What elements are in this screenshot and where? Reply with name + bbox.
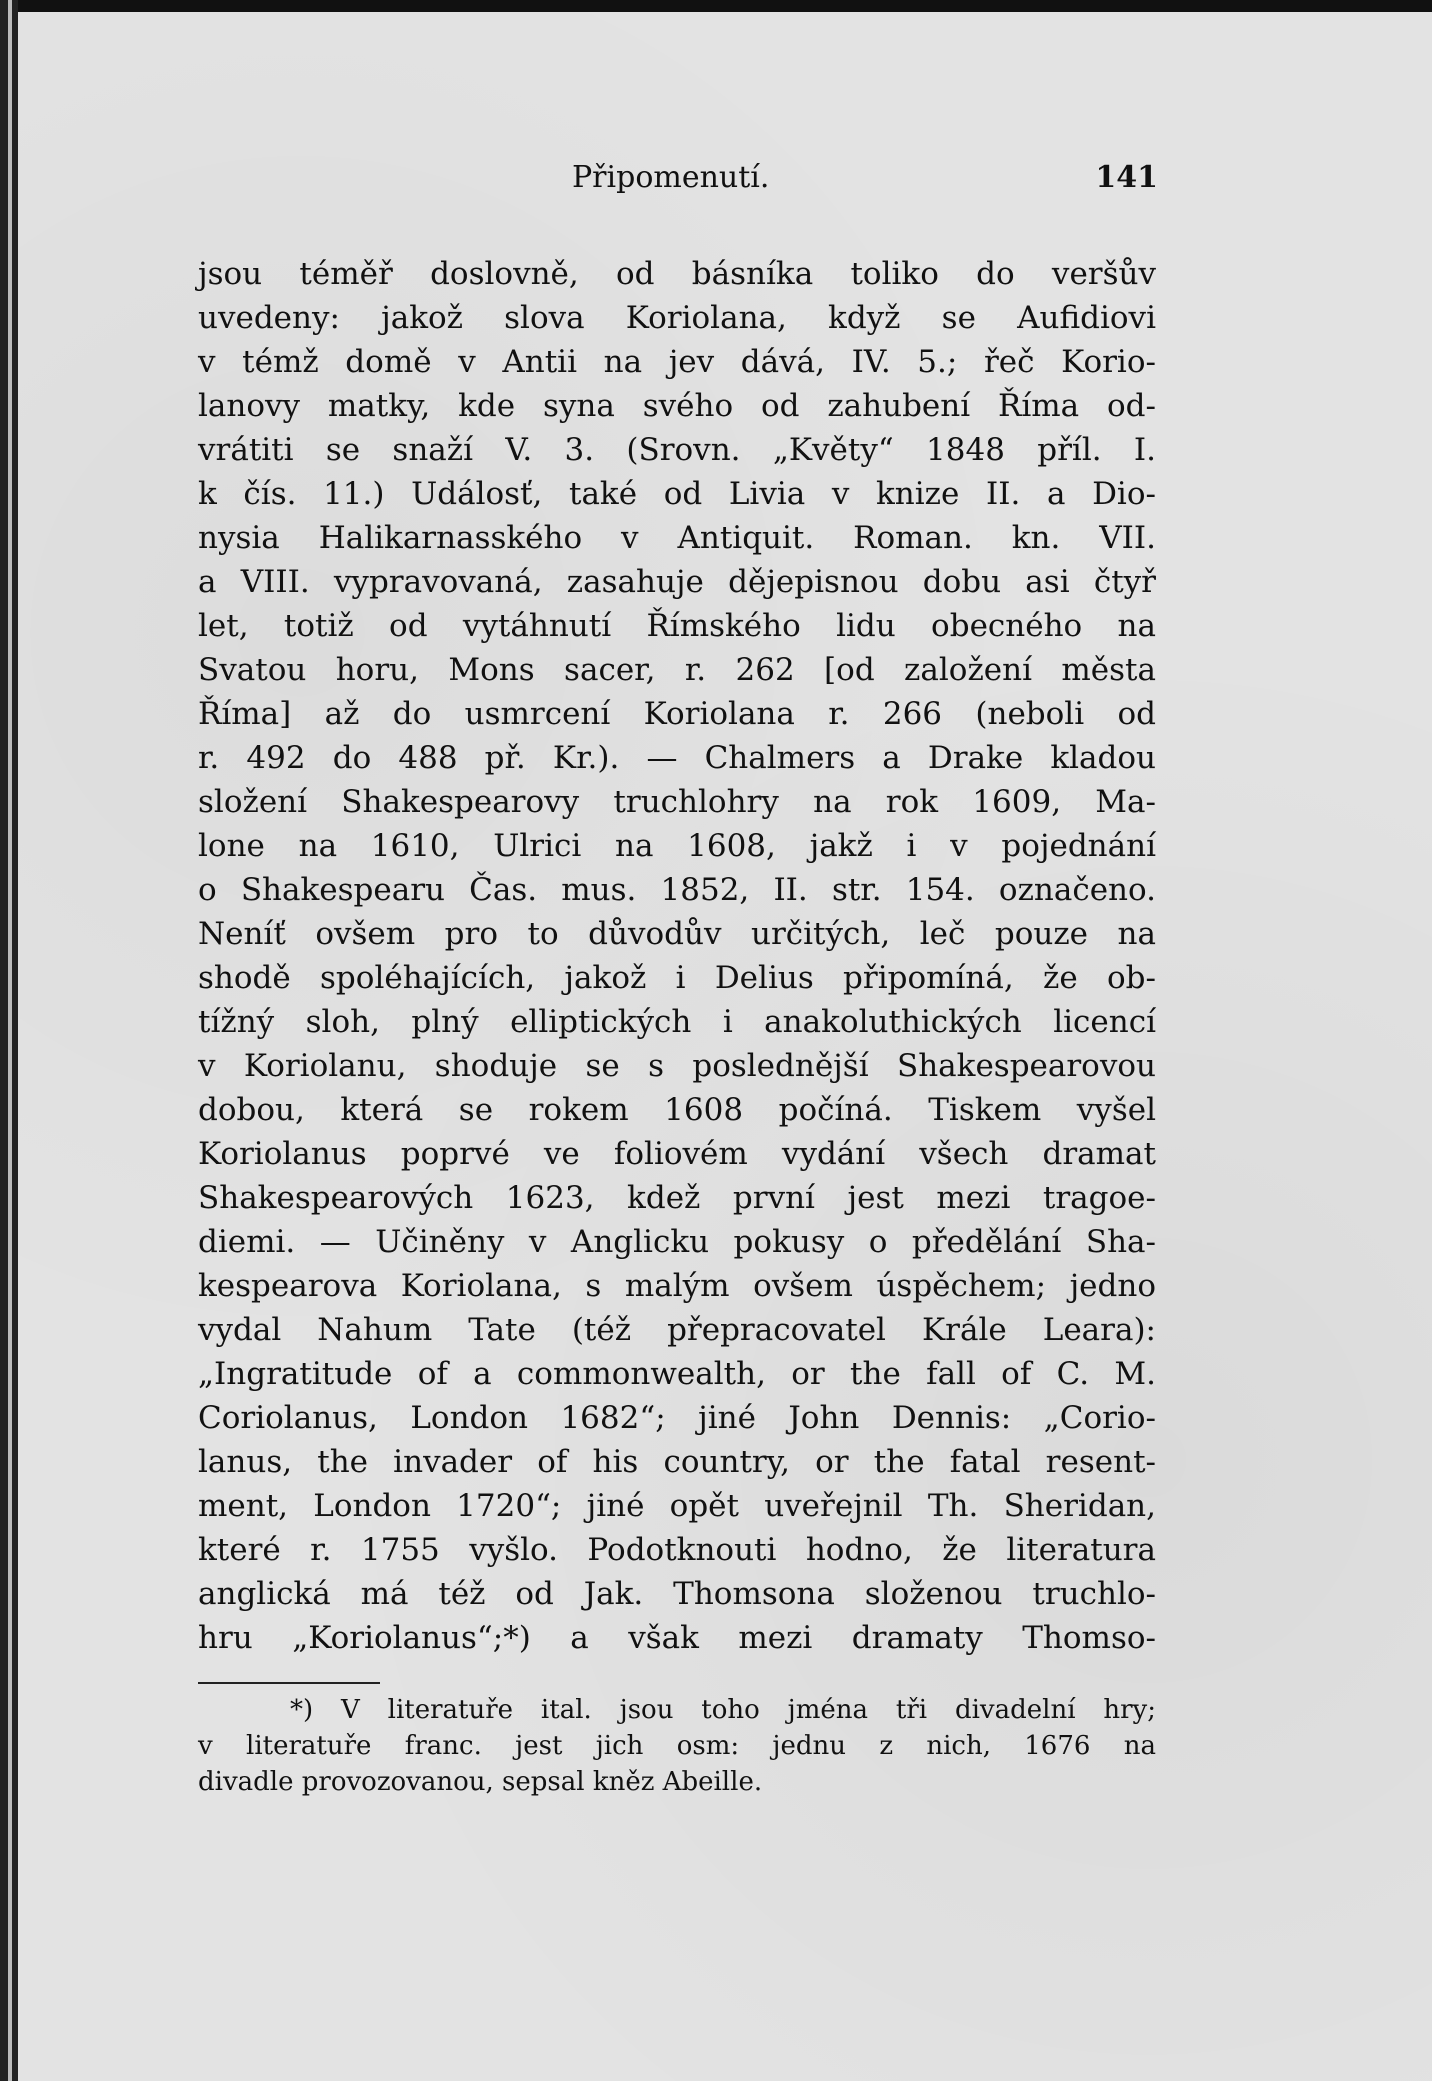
footnote-line: v literatuře franc. jest jich osm: jednu z nich, 1676 na xyxy=(198,1731,1156,1761)
text-line: jsou téměř doslovně, od básníka toliko do veršův xyxy=(198,256,1156,292)
footnote xyxy=(198,1692,1156,1800)
text-line: Shakespearových 1623, kdež první jest mezi tragoe- xyxy=(198,1180,1156,1216)
footnote-line: divadle provozovanou, sepsal kněz Abeille. xyxy=(198,1767,763,1797)
running-head: Připomenutí. xyxy=(572,160,770,195)
text-line: lone na 1610, Ulrici na 1608, jakž i v pojednání xyxy=(198,828,1156,864)
text-line: Koriolanus poprvé ve foliovém vydání všech dramat xyxy=(198,1136,1156,1172)
text-line: lanus, the invader of his country, or the fatal resent- xyxy=(198,1444,1156,1480)
text-line: ment, London 1720“; jiné opět uveřejnil Th. Sheridan, xyxy=(198,1488,1156,1524)
text-line: dobou, která se rokem 1608 počíná. Tiskem vyšel xyxy=(198,1092,1156,1128)
footnote-rule xyxy=(198,1682,380,1684)
text-line: složení Shakespearovy truchlohry na rok 1609, Ma- xyxy=(198,784,1156,820)
scan-top-edge xyxy=(0,0,1432,12)
text-line: Coriolanus, London 1682“; jiné John Dennis: „Corio- xyxy=(198,1400,1156,1436)
text-line: o Shakespearu Čas. mus. 1852, II. str. 154. označeno. xyxy=(198,872,1156,908)
text-line: uvedeny: jakož slova Koriolana, když se Aufidiovi xyxy=(198,300,1156,336)
text-line: diemi. — Učiněny v Anglicku pokusy o předělání Sha- xyxy=(198,1224,1156,1260)
text-line: shodě spoléhajících, jakož i Delius připomíná, že ob- xyxy=(198,960,1156,996)
text-line: tížný sloh, plný elliptických i anakoluthických licencí xyxy=(198,1004,1156,1040)
text-line: v témž domě v Antii na jev dává, IV. 5.; řeč Korio- xyxy=(198,344,1156,380)
scan-binding-edge xyxy=(0,0,18,2081)
text-line: nysia Halikarnasského v Antiquit. Roman. kn. VII. xyxy=(198,520,1156,556)
text-line: a VIII. vypravovaná, zasahuje dějepisnou dobu asi čtyř xyxy=(198,564,1156,600)
text-line: které r. 1755 vyšlo. Podotknouti hodno, že literatura xyxy=(198,1532,1156,1568)
text-line: r. 492 do 488 př. Kr.). — Chalmers a Drake kladou xyxy=(198,740,1156,776)
page-number: 141 xyxy=(1095,160,1158,195)
text-line: vrátiti se snaží V. 3. (Srovn. „Květy“ 1848 příl. I. xyxy=(198,432,1156,468)
footnote-line: *) V literatuře ital. jsou toho jména tři divadelní hry; xyxy=(290,1695,1156,1725)
text-line: hru „Koriolanus“;*) a však mezi dramaty Thomso- xyxy=(198,1620,1156,1656)
text-line: k čís. 11.) Událosť, také od Livia v knize II. a Dio- xyxy=(198,476,1156,512)
text-line: kespearova Koriolana, s malým ovšem úspěchem; jedno xyxy=(198,1268,1156,1304)
text-line: let, totiž od vytáhnutí Římského lidu obecného na xyxy=(198,608,1156,644)
text-line: vydal Nahum Tate (též přepracovatel Krále Leara): xyxy=(198,1312,1156,1348)
text-line: Neníť ovšem pro to důvodův určitých, leč pouze na xyxy=(198,916,1156,952)
text-line: „Ingratitude of a commonwealth, or the fall of C. M. xyxy=(198,1356,1156,1392)
page-header xyxy=(200,160,1158,202)
text-line: Říma] až do usmrcení Koriolana r. 266 (neboli od xyxy=(198,696,1156,732)
text-line: anglická má též od Jak. Thomsona složenou truchlo- xyxy=(198,1576,1156,1612)
body-text xyxy=(198,252,1156,1660)
text-line: v Koriolanu, shoduje se s poslednější Shakespearovou xyxy=(198,1048,1156,1084)
text-line: lanovy matky, kde syna svého od zahubení Říma od- xyxy=(198,388,1156,424)
text-line: Svatou horu, Mons sacer, r. 262 [od založení města xyxy=(198,652,1156,688)
